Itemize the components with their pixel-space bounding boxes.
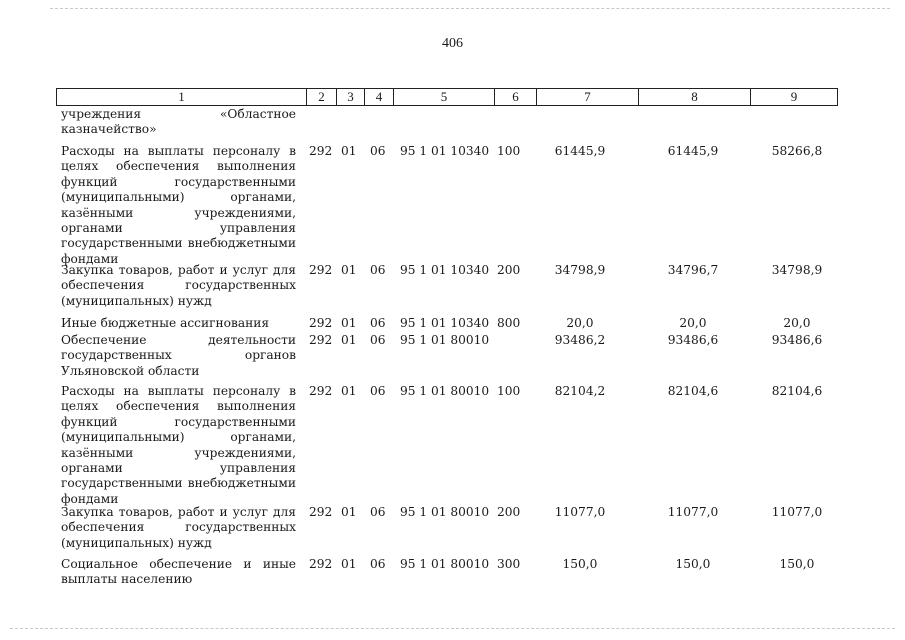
cell-col-5: 95 1 01 10340 (400, 144, 490, 158)
cell-col-5: 95 1 01 80010 (400, 333, 490, 347)
cell-col-9: 82104,6 (771, 384, 823, 398)
cell-col-2: 292 (309, 384, 333, 398)
row-description: Социальное обеспечение и иные выплаты населению (61, 557, 296, 587)
cell-col-5: 95 1 01 10340 (400, 316, 490, 330)
cell-col-8: 93486,6 (667, 333, 719, 347)
cell-col-3: 01 (341, 557, 357, 571)
cell-col-8: 82104,6 (667, 384, 719, 398)
cell-col-3: 01 (341, 505, 357, 519)
cell-col-2: 292 (309, 263, 333, 277)
header-col-9: 9 (750, 89, 837, 105)
cell-col-7: 20,0 (566, 316, 594, 330)
header-col-3: 3 (336, 89, 364, 105)
row-description: Обеспечение деятельности государственных органов Ульяновской области (61, 333, 296, 378)
row-description: Иные бюджетные ассигнования (61, 316, 270, 330)
row-description: Расходы на выплаты персоналу в целях обеспечения выполнения функций государственными (муниципальными) органами, казёнными учреждениями, органами управления государственными внебюджетными фондами (61, 144, 296, 266)
row-description: учреждения «Областное казначейство» (61, 107, 296, 137)
cell-col-3: 01 (341, 384, 357, 398)
cell-col-4: 06 (370, 505, 386, 519)
cell-col-3: 01 (341, 316, 357, 330)
cell-col-9: 11077,0 (771, 505, 823, 519)
cell-col-8: 34796,7 (667, 263, 719, 277)
cell-col-8: 150,0 (675, 557, 711, 571)
cell-col-4: 06 (370, 263, 386, 277)
header-col-1: 1 (178, 89, 185, 104)
cell-col-7: 34798,9 (554, 263, 606, 277)
header-col-6: 6 (494, 89, 536, 105)
header-col-8: 8 (638, 89, 750, 105)
row-description: Расходы на выплаты персоналу в целях обеспечения выполнения функций государственными (муниципальными) органами, казёнными учреждениями, органами управления государственными внебюджетными фондами (61, 384, 296, 506)
cell-col-9: 58266,8 (771, 144, 823, 158)
cell-col-6: 100 (497, 144, 521, 158)
cell-col-2: 292 (309, 333, 333, 347)
cell-col-4: 06 (370, 144, 386, 158)
cell-col-7: 82104,2 (554, 384, 606, 398)
scan-edge-bottom (10, 628, 895, 629)
table-header (56, 88, 838, 106)
cell-col-7: 150,0 (562, 557, 598, 571)
cell-col-2: 292 (309, 144, 333, 158)
cell-col-3: 01 (341, 144, 357, 158)
header-col-7: 7 (536, 89, 638, 105)
cell-col-2: 292 (309, 557, 333, 571)
cell-col-7: 11077,0 (554, 505, 606, 519)
cell-col-4: 06 (370, 557, 386, 571)
header-col-2: 2 (306, 89, 336, 105)
cell-col-5: 95 1 01 80010 (400, 557, 490, 571)
cell-col-6: 300 (497, 557, 521, 571)
cell-col-6: 100 (497, 384, 521, 398)
cell-col-4: 06 (370, 333, 386, 347)
cell-col-4: 06 (370, 384, 386, 398)
cell-col-9: 34798,9 (771, 263, 823, 277)
cell-col-6: 200 (497, 263, 521, 277)
cell-col-3: 01 (341, 333, 357, 347)
row-description: Закупка товаров, работ и услуг для обеспечения государственных (муниципальных) нужд (61, 505, 296, 550)
header-col-5: 5 (393, 89, 494, 105)
cell-col-5: 95 1 01 10340 (400, 263, 490, 277)
cell-col-5: 95 1 01 80010 (400, 384, 490, 398)
cell-col-8: 20,0 (679, 316, 707, 330)
cell-col-7: 93486,2 (554, 333, 606, 347)
cell-col-2: 292 (309, 316, 333, 330)
cell-col-6: 200 (497, 505, 521, 519)
row-description: Закупка товаров, работ и услуг для обеспечения государственных (муниципальных) нужд (61, 263, 296, 308)
cell-col-4: 06 (370, 316, 386, 330)
cell-col-7: 61445,9 (554, 144, 606, 158)
cell-col-5: 95 1 01 80010 (400, 505, 490, 519)
cell-col-9: 150,0 (779, 557, 815, 571)
page-number: 406 (442, 36, 463, 51)
cell-col-9: 93486,6 (771, 333, 823, 347)
cell-col-8: 11077,0 (667, 505, 719, 519)
scan-edge-top (50, 8, 890, 9)
header-col-4: 4 (364, 89, 393, 105)
cell-col-8: 61445,9 (667, 144, 719, 158)
cell-col-3: 01 (341, 263, 357, 277)
cell-col-6: 800 (497, 316, 521, 330)
cell-col-9: 20,0 (783, 316, 811, 330)
cell-col-2: 292 (309, 505, 333, 519)
